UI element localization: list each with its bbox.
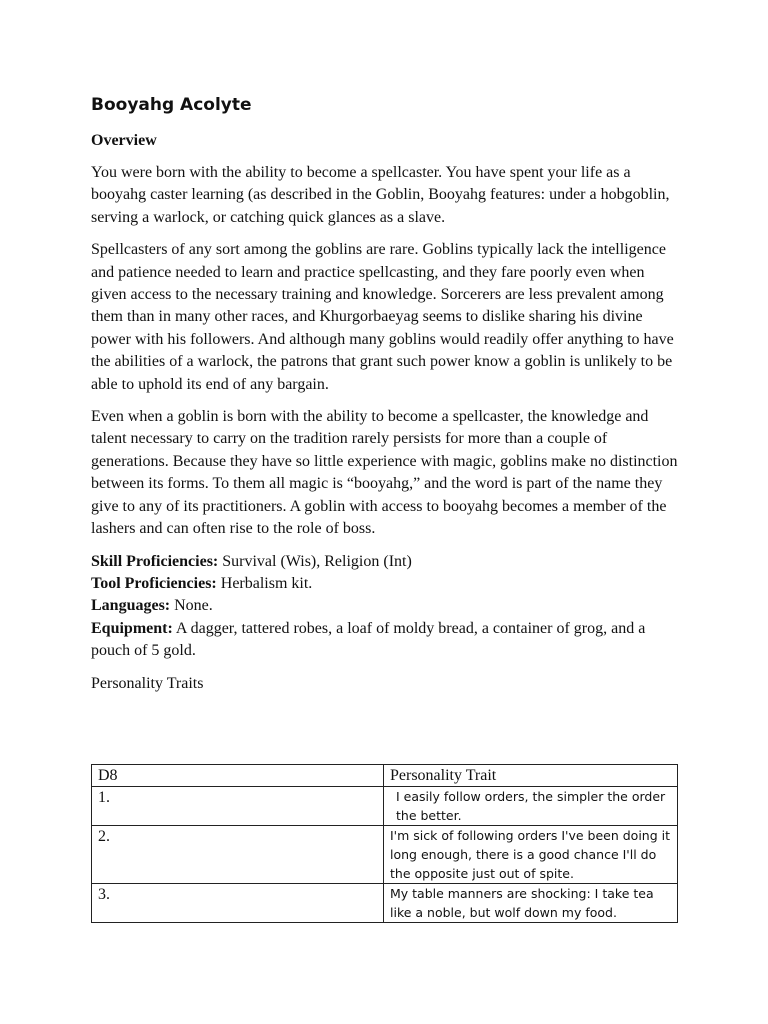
row-trait: I'm sick of following orders I've been doing it long enough, there is a good chance I'll do the opposite just out of spite. xyxy=(384,826,678,884)
tool-proficiencies-value: Herbalism kit. xyxy=(216,574,313,592)
personality-traits-table xyxy=(91,764,678,923)
skill-proficiencies-label: Skill Proficiencies: xyxy=(91,552,219,570)
table-row xyxy=(92,787,678,826)
languages-label: Languages: xyxy=(91,597,171,615)
header-personality-trait: Personality Trait xyxy=(384,765,678,787)
table-row xyxy=(92,826,678,884)
table-row xyxy=(92,884,678,923)
equipment-line xyxy=(91,618,681,663)
equipment-value: A dagger, tattered robes, a loaf of moldy bread, a container of grog, and a pouch of 5 gold. xyxy=(91,619,646,660)
header-d8: D8 xyxy=(92,765,384,787)
table-header-row xyxy=(92,765,678,787)
row-number: 1. xyxy=(92,787,384,826)
paragraph-2: Spellcasters of any sort among the goblins are rare. Goblins typically lack the intelligence and patience needed to learn and practice spellcasting, and they fare poorly even when given access to the necessary training and knowledge. Sorcerers are less prevalent among them than in many other races, and Khurgorbaeyag seems to dislike sharing his divine power with his followers. And although many goblins would readily offer anything to have the abilities of a warlock, the patrons that grant such power know a goblin is unlikely to be able to uphold its end of any bargain. xyxy=(91,241,674,393)
paragraph-3: Even when a goblin is born with the ability to become a spellcaster, the knowledge and talent necessary to carry on the tradition rarely persists for more than a couple of generations. Because they have so little experience with magic, goblins make no distinction between its forms. To them all magic is “booyahg,” and the word is part of the name they give to any of its practitioners. A goblin with access to booyahg becomes a member of the lashers and can often rise to the role of boss. xyxy=(91,408,678,538)
document-page xyxy=(91,93,681,695)
row-trait: My table manners are shocking: I take tea like a noble, but wolf down my food. xyxy=(384,884,678,923)
tool-proficiencies-line xyxy=(91,573,681,595)
equipment-label: Equipment: xyxy=(91,619,173,637)
paragraph-1: You were born with the ability to become a spellcaster. You have spent your life as a booyahg caster learning (as described in the Goblin, Booyahg features: under a hobgoblin, serving a warlock, or catching quick glances as a slave. xyxy=(91,164,670,226)
skill-proficiencies-value: Survival (Wis), Religion (Int) xyxy=(218,552,412,570)
overview-heading: Overview xyxy=(91,132,157,149)
personality-traits-label: Personality Traits xyxy=(91,674,204,692)
document-title: Booyahg Acolyte xyxy=(91,95,252,115)
languages-line xyxy=(91,595,681,617)
tool-proficiencies-label: Tool Proficiencies: xyxy=(91,574,217,592)
row-number: 3. xyxy=(92,884,384,923)
languages-value: None. xyxy=(170,597,213,615)
skill-proficiencies-line xyxy=(91,551,681,573)
row-number: 2. xyxy=(92,826,384,884)
proficiencies-block xyxy=(91,551,681,663)
row-trait xyxy=(384,787,678,826)
row-trait-text: I easily follow orders, the simpler the order the better. xyxy=(396,789,666,823)
